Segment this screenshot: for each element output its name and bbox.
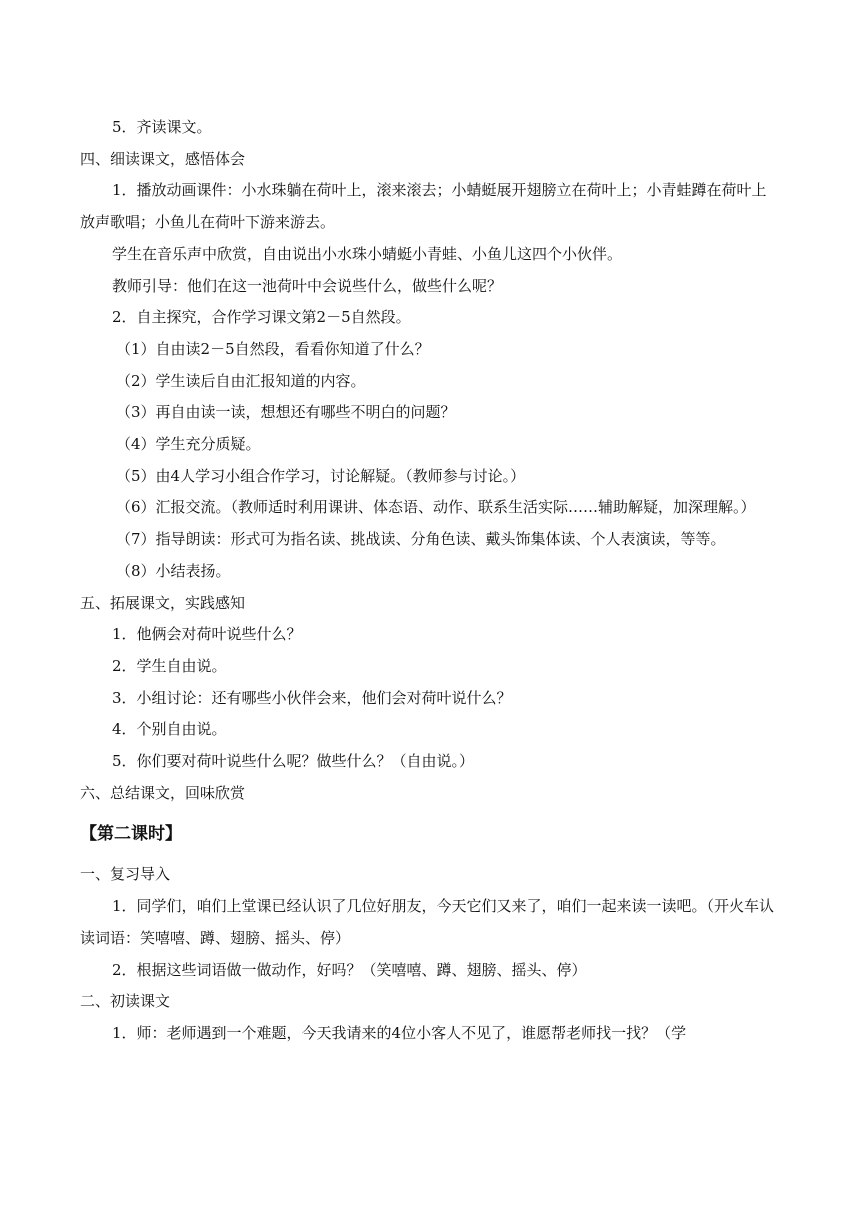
review-step-2: 2．根据这些词语做一做动作，好吗？（笑嘻嘻、蹲、翅膀、摇头、停） — [112, 960, 587, 979]
sub-step-5: （5）由4人学习小组合作学习，讨论解疑。（教师参与讨论。） — [116, 466, 526, 485]
review-heading: 一、复习导入 — [80, 865, 171, 884]
second-lesson-heading: 【第二课时】 — [80, 824, 182, 845]
review-step-1: 1．同学们，咱们上堂课已经认识了几位好朋友，今天它们又来了，咱们一起来读一读吧。（开火车认读词语：笑嘻嘻、蹲、翅膀、摇头、停） — [80, 897, 775, 947]
document-page — [80, 112, 780, 1050]
first-read-step-1: 1．师：老师遇到一个难题，今天我请来的4位小客人不见了，谁愿帮老师找一找？（学 — [112, 1023, 687, 1042]
step-self-explore: 2．自主探究，合作学习课文第2－5自然段。 — [112, 308, 411, 327]
sub-step-3: （3）再自由读一读，想想还有哪些不明白的问题？ — [116, 403, 456, 422]
first-read-heading: 二、初读课文 — [80, 992, 171, 1011]
section-4-heading: 四、细读课文，感悟体会 — [80, 149, 246, 168]
section-5-step-1: 1．他俩会对荷叶说些什么？ — [112, 625, 302, 644]
section-5-heading: 五、拓展课文，实践感知 — [80, 593, 246, 612]
sub-step-7: （7）指导朗读：形式可为指名读、挑战读、分角色读、戴头饰集体读、个人表演读，等等。 — [116, 530, 726, 549]
paragraph-students-enjoy: 学生在音乐声中欣赏，自由说出小水珠小蜻蜓小青蛙、小鱼儿这四个小伙伴。 — [112, 244, 623, 263]
section-5-step-2: 2．学生自由说。 — [112, 656, 227, 675]
step-animation: 1．播放动画课件：小水珠躺在荷叶上，滚来滚去；小蜻蜓展开翅膀立在荷叶上；小青蛙蹲在荷叶上放声歌唱；小鱼儿在荷叶下游来游去。 — [80, 181, 767, 232]
sub-step-4: （4）学生充分质疑。 — [116, 435, 261, 454]
sub-step-8: （8）小结表扬。 — [116, 561, 231, 580]
section-5-step-4: 4．个别自由说。 — [112, 720, 227, 739]
section-6-heading: 六、总结课文，回味欣赏 — [80, 783, 246, 802]
sub-step-6: （6）汇报交流。（教师适时利用课讲、体态语、动作、联系生活实际……辅助解疑，加深理解。） — [116, 498, 756, 517]
step-read-together: 5．齐读课文。 — [112, 118, 212, 136]
section-5-step-3: 3．小组讨论：还有哪些小伙伴会来，他们会对荷叶说什么？ — [112, 688, 512, 707]
paragraph-teacher-guide: 教师引导：他们在这一池荷叶中会说些什么，做些什么呢？ — [112, 276, 503, 295]
section-5-step-5: 5．你们要对荷叶说些什么呢？做些什么？（自由说。） — [112, 752, 475, 771]
sub-step-2: （2）学生读后自由汇报知道的内容。 — [116, 371, 366, 390]
sub-step-1: （1）自由读2－5自然段，看看你知道了什么？ — [116, 339, 430, 358]
